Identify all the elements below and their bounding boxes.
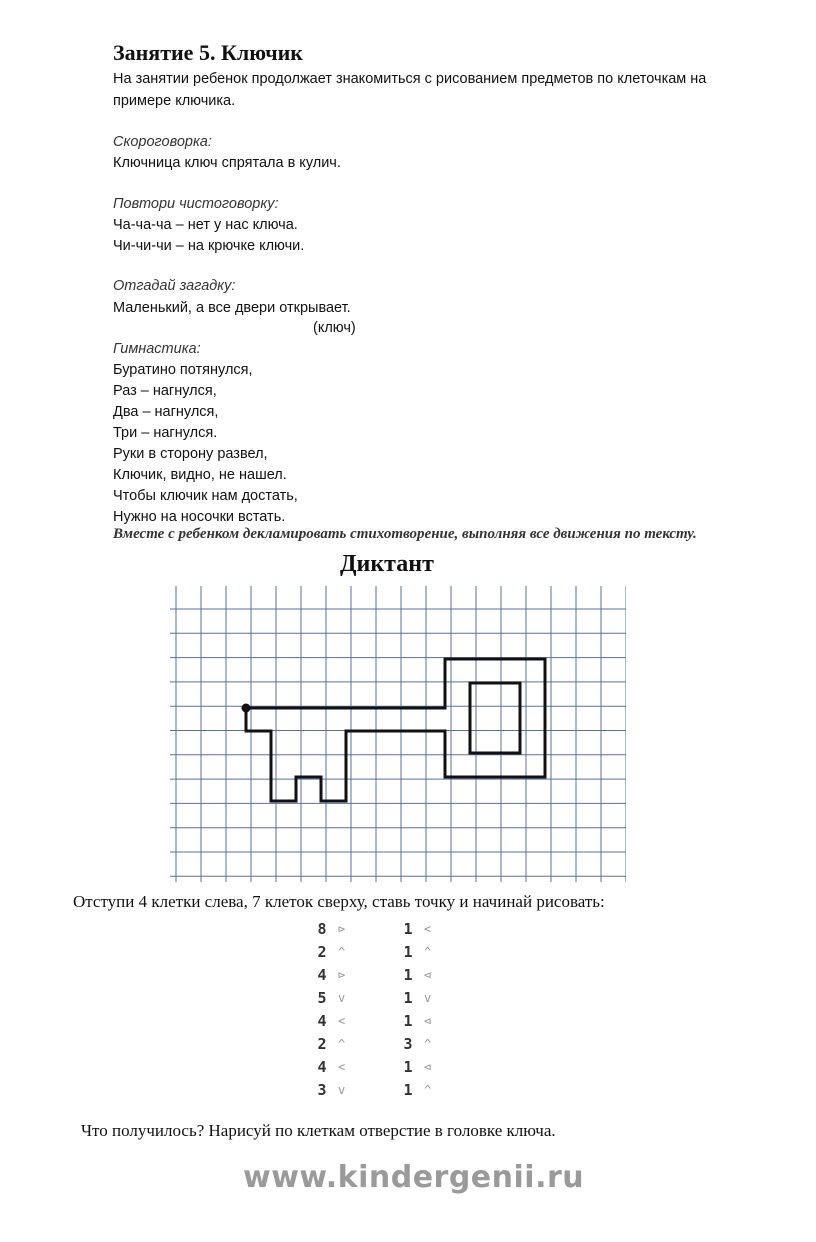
direction-arrow: <: [338, 1013, 346, 1028]
step-count: 4: [317, 1057, 327, 1076]
direction-arrow: <: [424, 921, 432, 936]
step-count: 1: [403, 1011, 413, 1030]
pure-talk-line: Чи-чи-чи – на крючке ключи.: [113, 238, 305, 254]
direction-arrow: ^: [338, 1036, 346, 1051]
step-count: 3: [403, 1034, 413, 1053]
intro-line-1: На занятии ребенок продолжает знакомиться с рисованием предметов по клеточкам на: [113, 71, 707, 87]
direction-arrow: v: [424, 990, 432, 1005]
site-watermark: www.kindergenii.ru: [243, 1160, 585, 1195]
gymnastics-line: Три – нагнулся.: [113, 425, 218, 441]
riddle-answer: (ключ): [313, 320, 356, 336]
step-count: 4: [317, 1011, 327, 1030]
dictation-grid: [170, 586, 626, 882]
gymnastics-heading: Гимнастика:: [113, 341, 201, 357]
step-count: 2: [317, 1034, 327, 1053]
gymnastics-line: Руки в сторону развел,: [113, 446, 268, 462]
step-count: 5: [317, 988, 327, 1007]
dictation-step-row: [312, 917, 512, 940]
dictation-question: Что получилось? Нарисуй по клеткам отверстие в головке ключа.: [81, 1121, 556, 1140]
step-count: 4: [317, 965, 327, 984]
key-hole: [470, 683, 520, 753]
riddle-heading: Отгадай загадку:: [113, 278, 236, 294]
step-count: 3: [317, 1080, 327, 1099]
pure-talk-heading: Повтори чистоговорку:: [113, 196, 279, 212]
dictation-step-row: [312, 1009, 512, 1032]
dictation-step-row: [312, 940, 512, 963]
dictation-task: Отступи 4 клетки слева, 7 клеток сверху, ставь точку и начинай рисовать:: [73, 892, 605, 911]
step-count: 1: [403, 965, 413, 984]
direction-arrow: ^: [338, 944, 346, 959]
pure-talk-line: Ча-ча-ча – нет у нас ключа.: [113, 217, 298, 233]
gymnastics-line: Раз – нагнулся,: [113, 383, 217, 399]
tongue-twister-heading: Скороговорка:: [113, 134, 212, 150]
dictation-steps: [312, 917, 512, 1101]
direction-arrow: ^: [424, 1082, 432, 1097]
tongue-twister-text: Ключница ключ спрятала в кулич.: [113, 155, 341, 171]
gymnastics-line: Нужно на носочки встать.: [113, 509, 286, 525]
grid-lines: [170, 586, 626, 882]
direction-arrow: ^: [424, 1036, 432, 1051]
step-count: 1: [403, 942, 413, 961]
direction-arrow: ⊲: [424, 967, 432, 982]
gymnastics-line: Буратино потянулся,: [113, 362, 253, 378]
dictation-step-row: [312, 986, 512, 1009]
step-count: 1: [403, 988, 413, 1007]
direction-arrow: ⊳: [338, 967, 346, 982]
step-count: 1: [403, 919, 413, 938]
direction-arrow: ^: [424, 944, 432, 959]
direction-arrow: <: [338, 1059, 346, 1074]
lesson-title: Занятие 5. Ключик: [113, 40, 303, 65]
dictation-title: Диктант: [340, 551, 434, 577]
gymnastics-line: Ключик, видно, не нашел.: [113, 467, 287, 483]
direction-arrow: ⊳: [338, 921, 346, 936]
start-point: [242, 704, 251, 713]
step-count: 1: [403, 1080, 413, 1099]
direction-arrow: v: [338, 990, 346, 1005]
dictation-step-row: [312, 1032, 512, 1055]
step-count: 1: [403, 1057, 413, 1076]
gymnastics-instruction: Вместе с ребенком декламировать стихотворение, выполняя все движения по тексту.: [113, 526, 697, 542]
intro-line-2: примере ключика.: [113, 93, 236, 109]
riddle-text: Маленький, а все двери открывает.: [113, 300, 351, 316]
dictation-step-row: [312, 1078, 512, 1101]
gymnastics-line: Чтобы ключик нам достать,: [113, 488, 298, 504]
step-count: 2: [317, 942, 327, 961]
dictation-step-row: [312, 1055, 512, 1078]
direction-arrow: v: [338, 1082, 346, 1097]
direction-arrow: ⊲: [424, 1059, 432, 1074]
direction-arrow: ⊲: [424, 1013, 432, 1028]
dictation-step-row: [312, 963, 512, 986]
gymnastics-line: Два – нагнулся,: [113, 404, 219, 420]
step-count: 8: [317, 919, 327, 938]
